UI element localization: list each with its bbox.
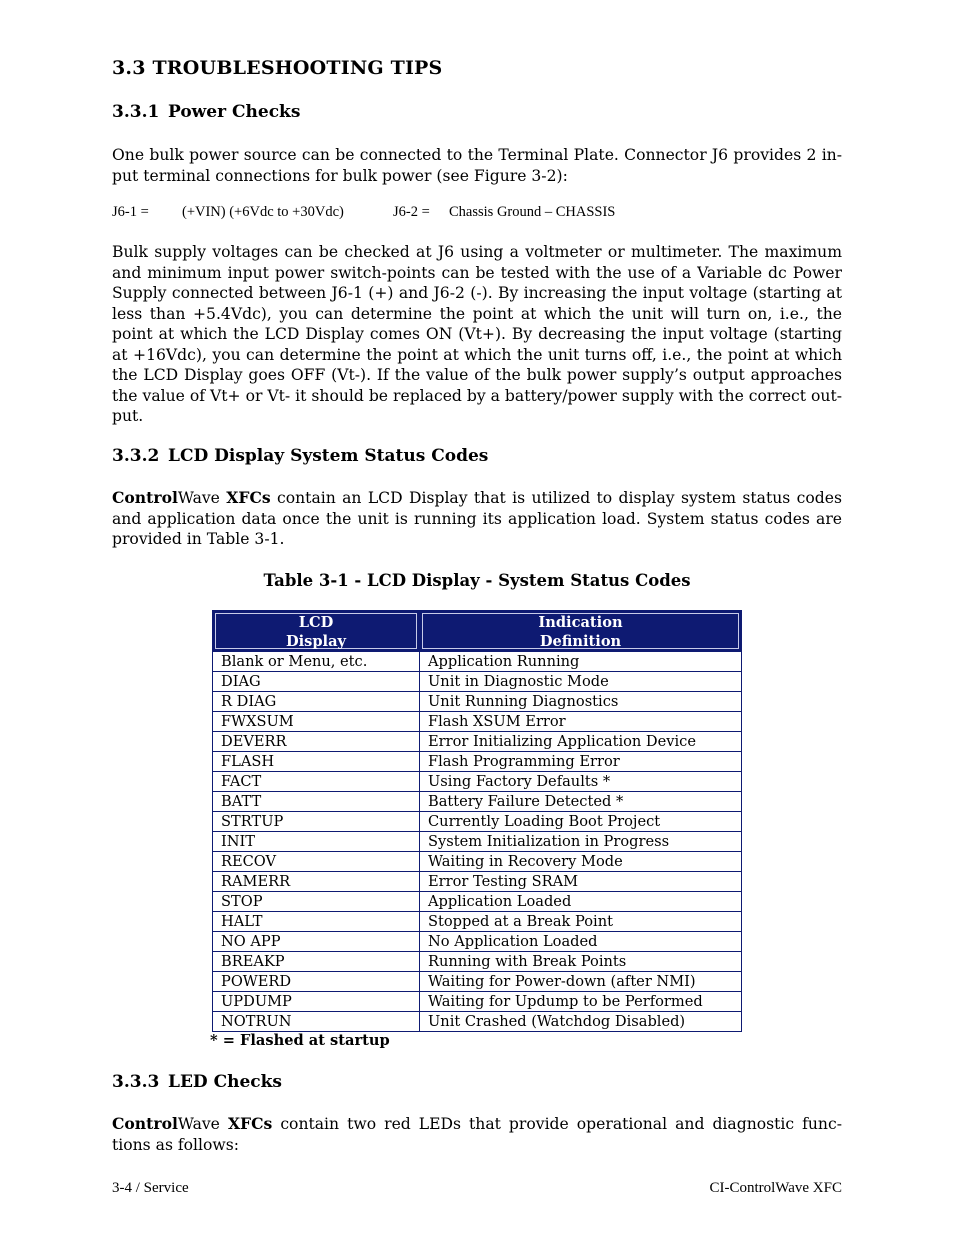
indication-cell: System Initialization in Progress (420, 832, 742, 852)
table-row (213, 992, 742, 1012)
indication-cell: Battery Failure Detected * (420, 792, 742, 812)
indication-cell: Stopped at a Break Point (420, 912, 742, 932)
lcd-code-cell: RECOV (213, 852, 420, 872)
section-heading: 3.3 TROUBLESHOOTING TIPS (112, 57, 443, 79)
indication-cell: Flash Programming Error (420, 752, 742, 772)
col2-header-line2: Definition (539, 633, 622, 650)
col-indication-header (420, 611, 742, 652)
indication-cell: No Application Loaded (420, 932, 742, 952)
brand-control: Control (112, 1114, 178, 1133)
power-checks-number: 3.3.1 (112, 102, 160, 122)
j6-2-value: Chassis Ground – CHASSIS (449, 204, 616, 220)
indication-cell: Running with Break Points (420, 952, 742, 972)
table-header-row (213, 611, 742, 652)
brand-wave: Wave (177, 489, 220, 507)
lcd-code-cell: POWERD (213, 972, 420, 992)
footer-page-number: 3-4 / Service (112, 1180, 189, 1196)
indication-cell: Waiting for Updump to be Performed (420, 992, 742, 1012)
col1-header-line1: LCD (298, 614, 334, 631)
footer-document-title: CI-ControlWave XFC (709, 1180, 842, 1196)
lcd-intro-text: contain an LCD Display that is utilized to display system status codes and application data once the unit is running its application load. System status codes are provided in Table 3-1. (112, 489, 842, 548)
j6-1-value: (+VIN) (+6Vdc to +30Vdc) (182, 204, 344, 220)
lcd-code-cell: STRTUP (213, 812, 420, 832)
indication-cell: Waiting in Recovery Mode (420, 852, 742, 872)
table-row (213, 732, 742, 752)
power-test-paragraph: Bulk supply voltages can be checked at J6 using a voltmeter or multimeter. The maximum and minimum input power switch-points can be tested with the use of a Variable dc Power Supply connected between J6-1 (+) and J6-2 (-). By increasing the input voltage (starting at less than +5.4Vdc), you can determine the point at which the unit will turn on, i.e., the point at which the LCD Display comes ON (Vt+). By decreasing the input voltage (starting at +16Vdc), you can determine the point at which the unit turns off, i.e., the point at which the LCD Display goes OFF (Vt-). If the value of the bulk power supply’s output approaches the value of Vt+ or Vt- it should be replaced by a battery/power supply with the correct out-put. (112, 243, 842, 425)
indication-cell: Using Factory Defaults * (420, 772, 742, 792)
table-row (213, 852, 742, 872)
brand-xfcs: XFCs (226, 488, 271, 507)
lcd-code-cell: UPDUMP (213, 992, 420, 1012)
lcd-code-cell: FACT (213, 772, 420, 792)
table-row (213, 932, 742, 952)
table-row (213, 812, 742, 832)
indication-cell: Unit Crashed (Watchdog Disabled) (420, 1012, 742, 1032)
col1-header-line2: Display (285, 633, 347, 650)
indication-cell: Currently Loading Boot Project (420, 812, 742, 832)
lcd-code-cell: STOP (213, 892, 420, 912)
led-title: LED Checks (168, 1072, 282, 1092)
brand-control: Control (112, 488, 178, 507)
lcd-code-cell: FWXSUM (213, 712, 420, 732)
table-row (213, 792, 742, 812)
lcd-code-cell: DEVERR (213, 732, 420, 752)
led-intro-paragraph (112, 1114, 842, 1155)
lcd-intro-paragraph (112, 488, 842, 550)
lcd-code-cell: BREAKP (213, 952, 420, 972)
indication-cell: Error Testing SRAM (420, 872, 742, 892)
j6-2-label: J6-2 = (393, 204, 430, 220)
table-row (213, 952, 742, 972)
table-row (213, 712, 742, 732)
lcd-code-cell: DIAG (213, 672, 420, 692)
led-number: 3.3.3 (112, 1072, 160, 1092)
table-row (213, 752, 742, 772)
j6-1-label: J6-1 = (112, 204, 149, 220)
table-row (213, 652, 742, 672)
power-checks-title: Power Checks (168, 102, 301, 122)
col2-header-line1: Indication (538, 614, 623, 631)
table-row (213, 892, 742, 912)
lcd-code-cell: NOTRUN (213, 1012, 420, 1032)
table-footnote: * = Flashed at startup (210, 1032, 390, 1049)
led-heading (112, 1072, 282, 1092)
table-caption: Table 3-1 - LCD Display - System Status Codes (263, 571, 691, 590)
lcd-code-cell: INIT (213, 832, 420, 852)
indication-cell: Waiting for Power-down (after NMI) (420, 972, 742, 992)
lcd-code-cell: BATT (213, 792, 420, 812)
power-checks-heading (112, 102, 300, 122)
indication-cell: Flash XSUM Error (420, 712, 742, 732)
lcd-code-cell: RAMERR (213, 872, 420, 892)
lcd-title: LCD Display System Status Codes (168, 446, 489, 466)
table-row (213, 1012, 742, 1032)
table-row (213, 972, 742, 992)
lcd-heading (112, 446, 488, 466)
led-intro-text: contain two red LEDs that provide operational and diagnostic func-tions as follows: (112, 1115, 842, 1154)
col-lcd-display-header (213, 611, 420, 652)
table-row (213, 772, 742, 792)
power-intro-paragraph: One bulk power source can be connected to the Terminal Plate. Connector J6 provides 2 in-put terminal connections for bulk power (see Figure 3-2): (112, 146, 842, 185)
lcd-code-cell: NO APP (213, 932, 420, 952)
table-row (213, 832, 742, 852)
table-row (213, 872, 742, 892)
table-row (213, 692, 742, 712)
lcd-code-cell: R DIAG (213, 692, 420, 712)
lcd-code-cell: FLASH (213, 752, 420, 772)
status-codes-table (212, 610, 742, 1032)
table-body (213, 652, 742, 1032)
lcd-code-cell: Blank or Menu, etc. (213, 652, 420, 672)
indication-cell: Application Loaded (420, 892, 742, 912)
indication-cell: Unit in Diagnostic Mode (420, 672, 742, 692)
table-row (213, 672, 742, 692)
indication-cell: Error Initializing Application Device (420, 732, 742, 752)
brand-wave: Wave (177, 1115, 220, 1133)
indication-cell: Application Running (420, 652, 742, 672)
lcd-number: 3.3.2 (112, 446, 160, 466)
indication-cell: Unit Running Diagnostics (420, 692, 742, 712)
lcd-code-cell: HALT (213, 912, 420, 932)
brand-xfcs: XFCs (227, 1114, 273, 1133)
table-row (213, 912, 742, 932)
